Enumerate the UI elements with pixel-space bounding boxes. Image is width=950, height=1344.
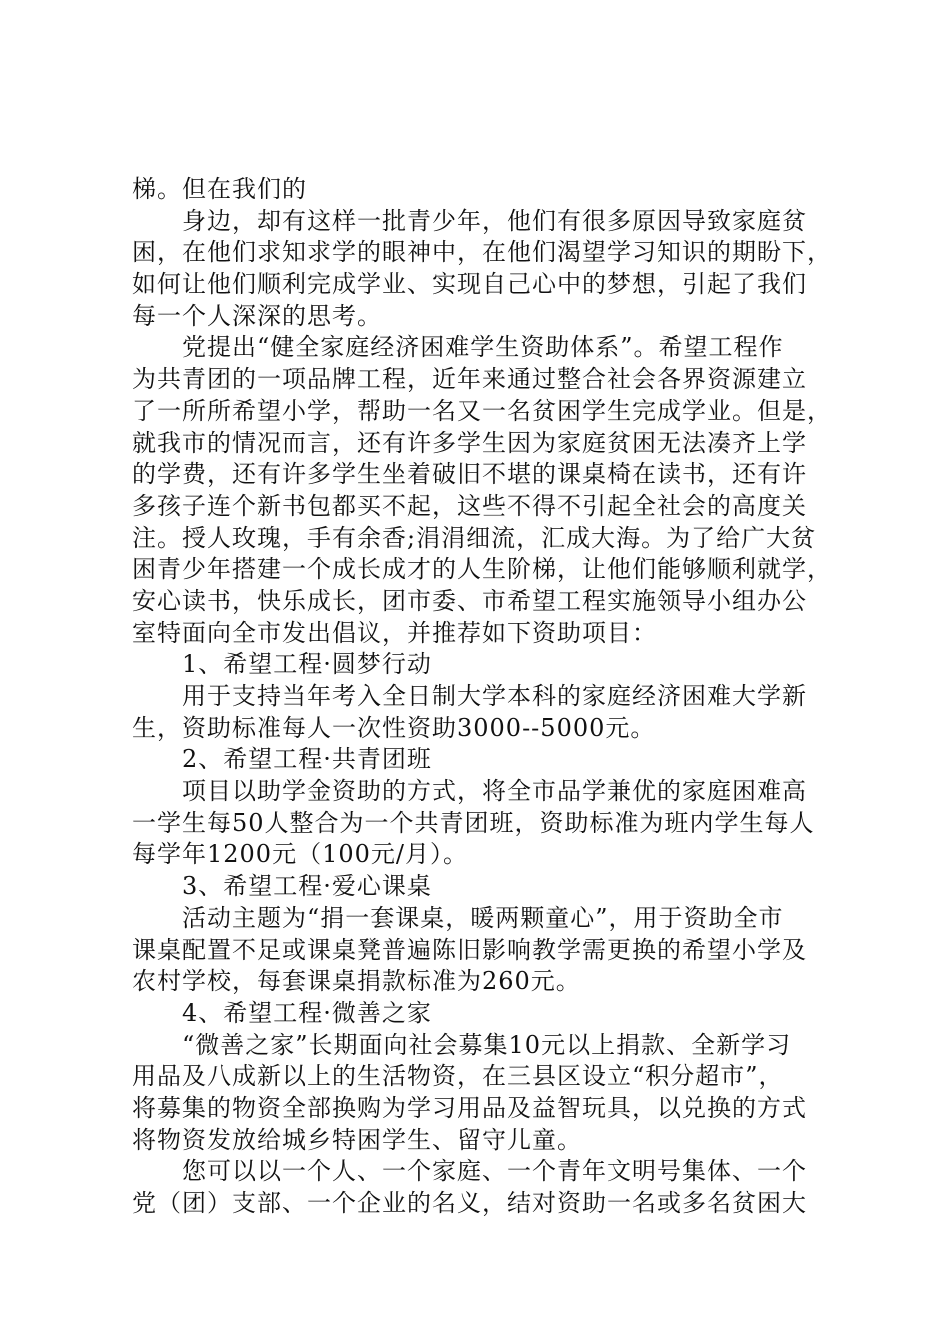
text-line: 用品及八成新以上的生活物资，在三县区设立“积分超市”， [132, 1062, 784, 1091]
text-line: 1、希望工程·圆梦行动 [182, 650, 432, 679]
text-line: 注。授人玫瑰，手有余香;涓涓细流，汇成大海。为了给广大贫 [132, 523, 817, 552]
text-line: 活动主题为“捐一套课桌，暖两颗童心”，用于资助全市 [182, 903, 784, 932]
text-line: 4、希望工程·微善之家 [182, 998, 432, 1027]
text-line: 如何让他们顺利完成学业、实现自己心中的梦想，引起了我们 [132, 270, 807, 299]
text-line: 身边，却有这样一批青少年，他们有很多原因导致家庭贫 [182, 206, 807, 235]
text-line: 生，资助标准每人一次性资助3000--5000元。 [132, 713, 656, 742]
text-line: 课桌配置不足或课桌凳普遍陈旧影响教学需更换的希望小学及 [132, 935, 807, 964]
text-line: 将募集的物资全部换购为学习用品及益智玩具，以兑换的方式 [132, 1093, 807, 1122]
text-line: 您可以以一个人、一个家庭、一个青年文明号集体、一个 [182, 1157, 807, 1186]
text-line: 将物资发放给城乡特困学生、留守儿童。 [132, 1125, 582, 1154]
text-line: 困，在他们求知求学的眼神中，在他们渴望学习知识的期盼下， [132, 238, 832, 267]
text-line: 梯。但在我们的 [132, 175, 307, 203]
text-line: 的学费，还有许多学生坐着破旧不堪的课桌椅在读书，还有许 [132, 460, 807, 489]
text-line: 党提出“健全家庭经济困难学生资助体系”。希望工程作 [182, 333, 784, 362]
text-line: 一学生每50人整合为一个共青团班，资助标准为班内学生每人 [132, 808, 815, 837]
text-line: 每学年1200元（100元/月）。 [132, 840, 468, 869]
text-line: 3、希望工程·爱心课桌 [182, 872, 432, 901]
text-line: 安心读书，快乐成长，团市委、市希望工程实施领导小组办公 [132, 586, 807, 615]
text-line: 多孩子连个新书包都买不起，这些不得不引起全社会的高度关 [132, 491, 807, 520]
text-line: 为共青团的一项品牌工程，近年来通过整合社会各界资源建立 [132, 365, 807, 394]
text-line: 就我市的情况而言，还有许多学生因为家庭贫困无法凑齐上学 [132, 428, 807, 457]
text-line: 党（团）支部、一个企业的名义，结对资助一名或多名贫困大 [132, 1189, 807, 1217]
text-line: 项目以助学金资助的方式，将全市品学兼优的家庭困难高 [182, 777, 807, 806]
text-line: 每一个人深深的思考。 [132, 301, 382, 330]
text-line: 了一所所希望小学，帮助一名又一名贫困学生完成学业。但是， [132, 396, 832, 425]
text-line: 用于支持当年考入全日制大学本科的家庭经济困难大学新 [182, 682, 807, 710]
text-line: “微善之家”长期面向社会募集10元以上捐款、全新学习 [182, 1030, 792, 1059]
text-line: 农村学校，每套课桌捐款标准为260元。 [132, 967, 581, 996]
document-body [132, 174, 832, 1220]
text-line: 2、希望工程·共青团班 [182, 745, 432, 774]
text-line: 室特面向全市发出倡议，并推荐如下资助项目： [132, 618, 657, 647]
text-line: 困青少年搭建一个成长成才的人生阶梯，让他们能够顺利就学， [132, 555, 832, 584]
